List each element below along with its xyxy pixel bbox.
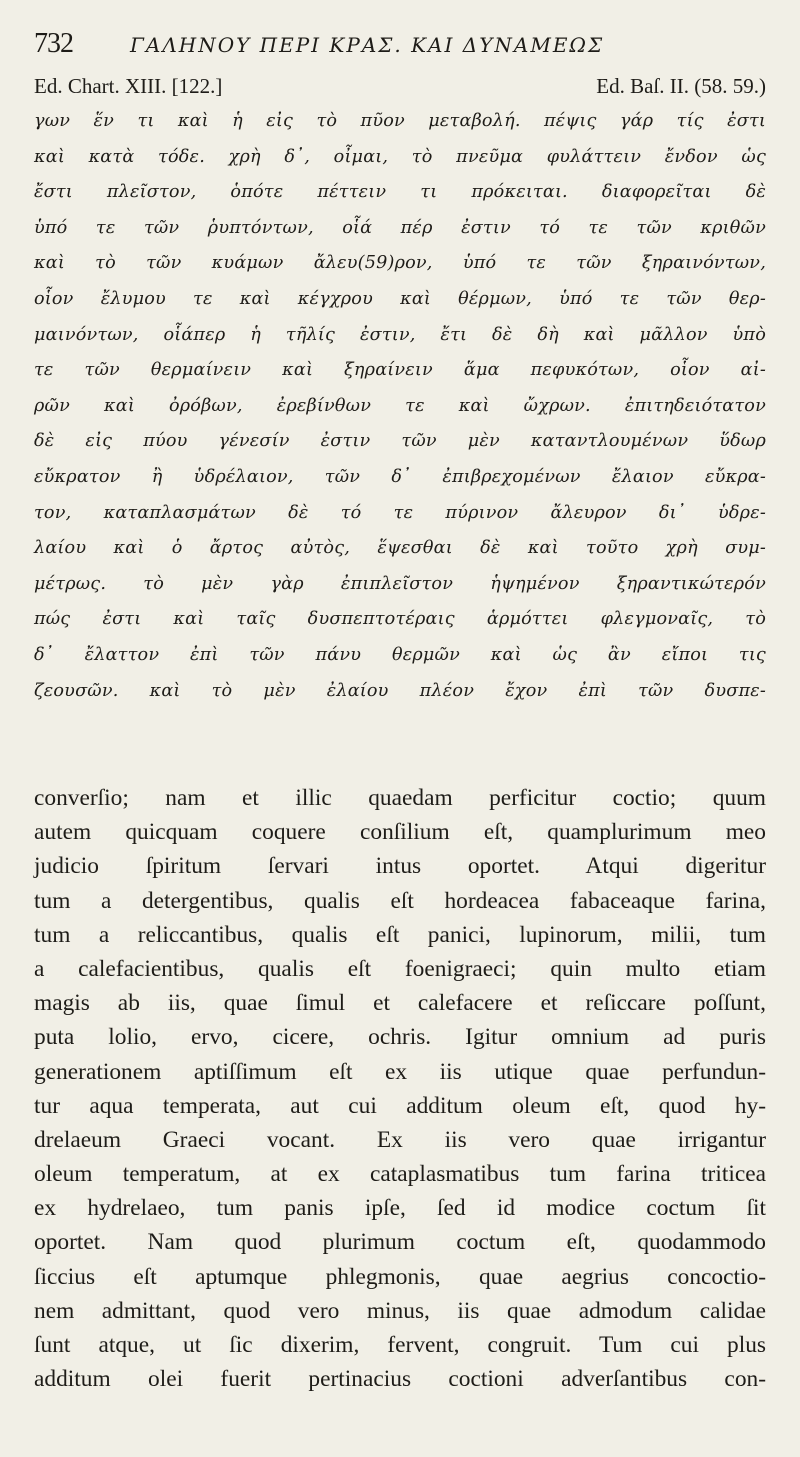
edition-chartier: Ed. Chart. XIII. [122.] <box>34 74 223 98</box>
running-title: ΓΑΛΗΝΟΥ ΠΕΡΙ ΚΡΑΣ. ΚΑΙ ΔΥΝΑΜΕΩΣ <box>130 33 605 57</box>
latin-text-block <box>34 781 766 1396</box>
greek-line: μέτρως. τὸ μὲν γὰρ ἐπιπλεῖστον ἡψημένον ξηραντικώτερόν <box>34 573 766 594</box>
greek-line: δὲ εἰς πύου γένεσίν ἐστιν τῶν μὲν καταντλουμένων ὕδωρ <box>34 431 766 452</box>
greek-line: τε τῶν θερμαίνειν καὶ ξηραίνειν ἅμα πεφυκότων, οἷον αἰ- <box>34 360 766 381</box>
latin-line: nem admittant, quod vero minus, iis quae admodum calidae <box>34 1297 766 1324</box>
greek-line: δ᾽ ἔλαττον ἐπὶ τῶν πάνυ θερμῶν καὶ ὡς ἂν εἴποι τις <box>34 644 766 665</box>
latin-line: tum a detergentibus, qualis eſt hordeacea fabaceaque farina, <box>34 887 766 914</box>
greek-line: πώς ἐστι καὶ ταῖς δυσπεπτοτέραις ἁρμόττει φλεγμοναῖς, τὸ <box>34 609 766 630</box>
edition-basel: Ed. Baſ. II. (58. 59.) <box>596 74 766 98</box>
greek-line: λαίου καὶ ὁ ἄρτος αὐτὸς, ἕψεσθαι δὲ καὶ τοῦτο χρὴ συμ- <box>34 538 766 559</box>
greek-line: γων ἕν τι καὶ ἡ εἰς τὸ πῦον μεταβολή. πέψις γάρ τίς ἐστι <box>34 111 766 131</box>
greek-line: ρῶν καὶ ὀρόβων, ἐρεβίνθων τε καὶ ὤχρων. ἐπιτηδειότατον <box>34 395 766 416</box>
running-head <box>34 28 766 64</box>
latin-line: generationem aptiſſimum eſt ex iis utique quae perfundun- <box>34 1058 766 1085</box>
page-number: 732 <box>34 28 73 59</box>
greek-line: ὑπό τε τῶν ῥυπτόντων, οἷά πέρ ἐστιν τό τε τῶν κριθῶν <box>34 217 766 238</box>
latin-line: judicio ſpiritum ſervari intus oportet. Atqui digeritur <box>34 853 766 880</box>
latin-line: tum a reliccantibus, qualis eſt panici, lupinorum, milii, tum <box>34 921 766 948</box>
latin-line: oportet. Nam quod plurimum coctum eſt, quodammodo <box>34 1229 766 1256</box>
latin-line: tur aqua temperata, aut cui additum oleum eſt, quod hy- <box>34 1092 766 1119</box>
greek-line: ἔστι πλεῖστον, ὁπότε πέττειν τι πρόκειται. διαφορεῖται δὲ <box>34 182 766 203</box>
greek-line: καὶ κατὰ τόδε. χρὴ δ᾽, οἶμαι, τὸ πνεῦμα φυλάττειν ἔνδον ὡς <box>34 146 766 167</box>
latin-line: a calefacientibus, qualis eſt foenigraeci; quin multo etiam <box>34 955 766 982</box>
edition-reference <box>34 74 766 99</box>
latin-line: magis ab iis, quae ſimul et calefacere et reſiccare poſſunt, <box>34 990 766 1017</box>
latin-line: oleum temperatum, at ex cataplasmatibus tum farina triticea <box>34 1161 766 1188</box>
greek-line: καὶ τὸ τῶν κυάμων ἄλευ(59)ρον, ὑπό τε τῶν ξηραινόντων, <box>34 253 766 274</box>
latin-line: converſio; nam et illic quaedam perficitur coctio; quum <box>34 785 766 811</box>
greek-line: εὔκρατον ἢ ὑδρέλαιον, τῶν δ᾽ ἐπιβρεχομένων ἔλαιον εὔκρα- <box>34 466 766 487</box>
latin-line: ex hydrelaeo, tum panis ipſe, ſed id modice coctum ſit <box>34 1195 766 1222</box>
latin-line: drelaeum Graeci vocant. Ex iis vero quae irrigantur <box>34 1126 766 1153</box>
greek-text-block <box>34 104 766 709</box>
latin-line: ſunt atque, ut ſic dixerim, fervent, congruit. Tum cui plus <box>34 1332 766 1358</box>
latin-line: ſiccius eſt aptumque phlegmonis, quae aegrius concoctio- <box>34 1263 766 1290</box>
greek-line: μαινόντων, οἷάπερ ἡ τῆλίς ἐστιν, ἔτι δὲ δὴ καὶ μᾶλλον ὑπὸ <box>34 324 766 345</box>
latin-line: autem quicquam coquere conſilium eſt, quamplurimum meo <box>34 819 766 846</box>
greek-line: οἷον ἔλυμου τε καὶ κέγχρου καὶ θέρμων, ὑπό τε τῶν θερ- <box>34 288 766 309</box>
latin-line: puta lolio, ervo, cicere, ochris. Igitur omnium ad puris <box>34 1024 766 1051</box>
greek-line: ζεουσῶν. καὶ τὸ μὲν ἐλαίου πλέον ἔχον ἐπὶ τῶν δυσπε- <box>34 680 766 701</box>
latin-line: additum olei fuerit pertinacius coctioni adverſantibus con- <box>34 1366 766 1393</box>
greek-line: τον, καταπλασμάτων δὲ τό τε πύρινον ἄλευρον δι᾽ ὑδρε- <box>34 502 766 523</box>
